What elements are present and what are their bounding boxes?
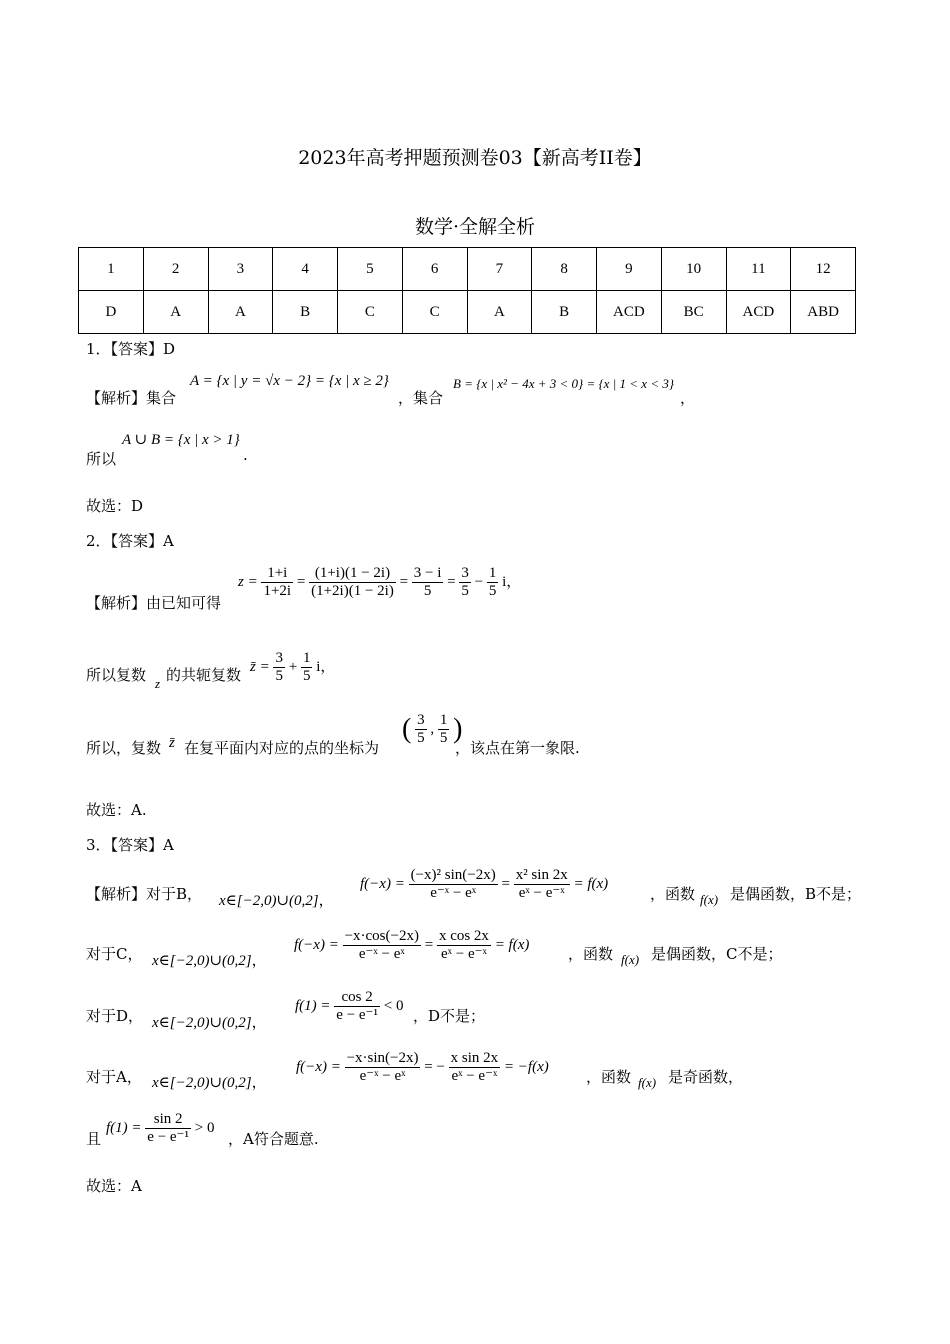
q3-b-prefix: 【解析】对于B，: [86, 885, 203, 903]
q3-c-prefix: 对于C，: [86, 945, 143, 963]
question-number-cell: 4: [273, 248, 338, 291]
answer-table-number-row: [79, 248, 856, 291]
q2-point-coordinates: ( $\frac{3}{5}$ , $\frac{1}{5}$ ): [402, 712, 463, 746]
answer-cell: D: [79, 291, 144, 334]
q2-conj-fraction-1: $\frac{3}{5}$: [275, 650, 283, 684]
question-number-cell: 9: [597, 248, 662, 291]
question-number-cell: 2: [143, 248, 208, 291]
q3-choice: 故选：A: [86, 1177, 142, 1195]
q2-fraction-3: $\frac{3 - i}{5}$: [413, 565, 442, 599]
q2-fraction-5: $\frac{1}{5}$: [488, 565, 497, 599]
q1-set-a: A = {x | y = √x − 2} = {x | x ≥ 2}: [190, 373, 389, 389]
q2-point-fraction-2: $\frac{1}{5}$: [439, 712, 448, 746]
answer-cell: C: [338, 291, 403, 334]
q2-equation: z = $\frac{1+i}{1+2i}$ = $\frac{(1+i)(1 - 2i)}{(1+2i)(1 - 2i)}$ = $\frac{3 - i}{5}$ = $\frac{3}{5}$ − $\frac{1}{5}$ i，: [238, 565, 522, 599]
page-title: 2023年高考押题预测卷03【新高考II卷】: [298, 147, 652, 169]
question-number-cell: 8: [532, 248, 597, 291]
q3-a-fx: f(x): [638, 1075, 657, 1090]
q1-choice: 故选：D: [86, 497, 144, 515]
q3-b-tail-2: 是偶函数，B不是；: [730, 885, 862, 903]
answer-cell: ABD: [791, 291, 856, 334]
q2-fraction-4: $\frac{3}{5}$: [461, 565, 469, 599]
q3-b-domain: x∈[−2,0)∪(0,2]，: [219, 893, 334, 909]
q2-line2-mid: 的共轭复数: [166, 666, 242, 684]
q3-e-fraction: $\frac{\sin 2}{\text{e − e⁻¹}}$: [147, 1111, 189, 1145]
q1-union: A ∪ B = {x | x > 1}: [122, 432, 240, 448]
answer-table: [78, 247, 856, 334]
answer-cell: ACD: [597, 291, 662, 334]
q3-a-tail-2: 是奇函数，: [668, 1068, 744, 1086]
q3-a-equation: f(−x) = $\frac{-x\cdot\sin(-2x)}{\text{e⁻ˣ − eˣ}}$ = − $\frac{\text{x sin 2x}}{\text{eˣ − e⁻ˣ}}$ = −f(x): [296, 1050, 549, 1084]
q3-d-fraction: $\frac{\cos 2}{\text{e − e⁻¹}}$: [336, 989, 378, 1023]
q3-b-fx: f(x): [700, 892, 719, 907]
answer-table-answer-row: [79, 291, 856, 334]
page-subtitle: 数学·全解全析: [414, 216, 536, 238]
q1-dot: .: [243, 446, 248, 464]
q3-a-domain: x∈[−2,0)∪(0,2]，: [152, 1075, 267, 1091]
q3-d-equation: f(1) = $\frac{\cos 2}{\text{e − e⁻¹}}$ < 0: [295, 989, 404, 1023]
q3-e-equation: f(1) = $\frac{\sin 2}{\text{e − e⁻¹}}$ > 0: [106, 1111, 215, 1145]
q3-d-prefix: 对于D，: [86, 1007, 144, 1025]
question-number-cell: 3: [208, 248, 273, 291]
q3-a-prefix: 对于A，: [86, 1068, 142, 1086]
q2-line3-prefix: 所以，复数: [86, 739, 162, 757]
answer-cell: B: [532, 291, 597, 334]
q3-c-fx: f(x): [621, 952, 640, 967]
q3-c-fraction-1: $\frac{-x\cdot\cos(-2x)}{\text{e⁻ˣ − eˣ}}$: [344, 928, 419, 962]
q3-d-domain: x∈[−2,0)∪(0,2]，: [152, 1015, 267, 1031]
q3-e-prefix: 且: [86, 1130, 102, 1148]
q3-b-fraction-1: $\frac{\text{(−x)² sin(−2x)}}{\text{e⁻ˣ − eˣ}}$: [410, 867, 496, 901]
answer-cell: A: [467, 291, 532, 334]
q2-fraction-2: $\frac{(1+i)(1 - 2i)}{(1+2i)(1 - 2i)}$: [311, 565, 394, 599]
question-number-cell: 7: [467, 248, 532, 291]
q3-d-tail: ，D不是；: [413, 1007, 486, 1025]
question-number-cell: 1: [79, 248, 144, 291]
q2-conjugate-eq: z̄ = $\frac{3}{5}$ + $\frac{1}{5}$ i，: [250, 650, 336, 684]
q1-comma-ji: ，集合: [398, 389, 444, 407]
q2-fraction-1: $\frac{1+i}{1+2i}$: [263, 565, 292, 599]
q3-c-fraction-2: $\frac{\text{x cos 2x}}{\text{eˣ − e⁻ˣ}}$: [438, 928, 489, 962]
q3-b-fraction-2: $\frac{\text{x² sin 2x}}{\text{eˣ − e⁻ˣ}}$: [515, 867, 568, 901]
q1-set-b: B = {x | x² − 4x + 3 < 0} = {x | 1 < x < 3}: [453, 376, 675, 391]
q2-line3-tail: ，该点在第一象限.: [455, 739, 580, 757]
q1-answer-line: 1．【答案】D: [86, 340, 176, 358]
q2-choice: 故选：A.: [86, 801, 147, 819]
q3-c-domain: x∈[−2,0)∪(0,2]，: [152, 953, 267, 969]
answer-cell: A: [208, 291, 273, 334]
q2-point-fraction-1: $\frac{3}{5}$: [417, 712, 425, 746]
q3-e-tail: ，A符合题意.: [228, 1130, 319, 1148]
answer-cell: C: [402, 291, 467, 334]
q2-answer-line: 2．【答案】A: [86, 532, 174, 550]
q3-b-equation: f(−x) = $\frac{\text{(−x)² sin(−2x)}}{\text{e⁻ˣ − eˣ}}$ = $\frac{\text{x² sin 2x}}{\text{eˣ − e⁻ˣ}}$ = f(x): [360, 867, 609, 901]
q2-line2-prefix: 所以复数: [86, 666, 147, 684]
q2-z-small: z: [155, 676, 161, 691]
q3-c-tail-1: ，函数: [568, 945, 614, 963]
q3-c-tail-2: 是偶函数，C不是；: [651, 945, 783, 963]
q1-comma: ，: [680, 389, 696, 407]
question-number-cell: 11: [726, 248, 791, 291]
question-number-cell: 10: [661, 248, 726, 291]
answer-cell: A: [143, 291, 208, 334]
answer-cell: B: [273, 291, 338, 334]
answer-cell: ACD: [726, 291, 791, 334]
answer-cell: BC: [661, 291, 726, 334]
question-number-cell: 6: [402, 248, 467, 291]
q3-a-fraction-1: $\frac{-x\cdot\sin(-2x)}{\text{e⁻ˣ − eˣ}}$: [346, 1050, 419, 1084]
q3-answer-line: 3．【答案】A: [86, 836, 174, 854]
q2-jiexi-label: 【解析】由已知可得: [86, 594, 222, 612]
q3-c-equation: f(−x) = $\frac{-x\cdot\cos(-2x)}{\text{e⁻ˣ − eˣ}}$ = $\frac{\text{x cos 2x}}{\text{eˣ − e⁻ˣ}}$ = f(x): [294, 928, 530, 962]
q1-suoyi: 所以: [86, 450, 117, 468]
q2-zbar-2: z̄: [169, 735, 175, 751]
q3-a-fraction-2: $\frac{\text{x sin 2x}}{\text{eˣ − e⁻ˣ}}$: [450, 1050, 499, 1084]
question-number-cell: 5: [338, 248, 403, 291]
q2-zbar: z̄ =: [250, 658, 270, 675]
question-number-cell: 12: [791, 248, 856, 291]
q3-a-tail-1: ，函数: [586, 1068, 632, 1086]
q2-line3-mid: 在复平面内对应的点的坐标为: [184, 739, 380, 757]
q3-b-tail-1: ，函数: [650, 885, 696, 903]
q2-conj-fraction-2: $\frac{1}{5}$: [302, 650, 311, 684]
q1-jiexi-label: 【解析】集合: [86, 389, 177, 407]
q2-z-eq: z =: [238, 573, 258, 590]
